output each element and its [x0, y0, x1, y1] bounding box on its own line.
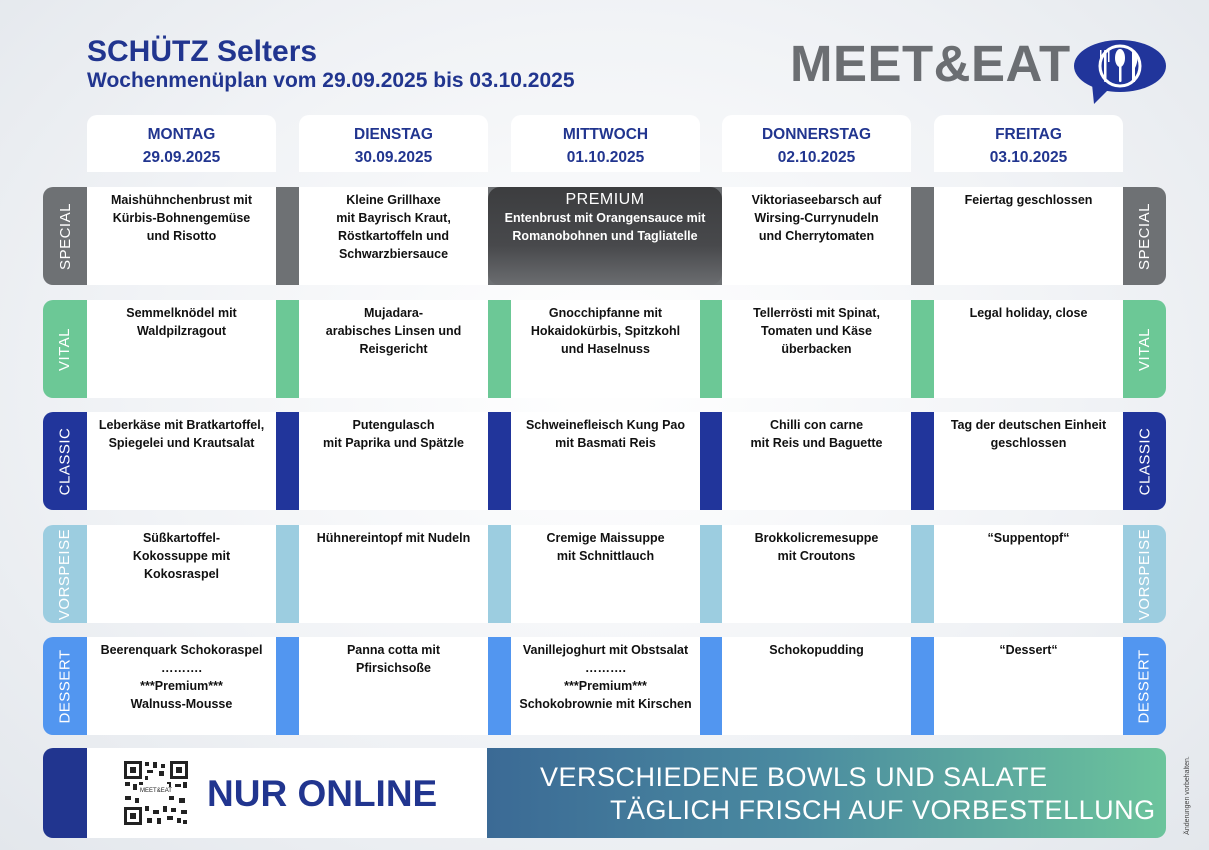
menu-item-text: Gnocchipfanne mit Hokaidokürbis, Spitzkohl und Haselnuss: [530, 306, 681, 356]
row-separator: [911, 300, 934, 398]
menu-cell-classic-montag: [87, 412, 276, 510]
day-header-monday: [87, 115, 276, 172]
day-date: 29.09.2025: [142, 149, 221, 166]
day-name: FREITAG: [995, 126, 1062, 143]
row-label-text: VITAL: [1136, 327, 1154, 371]
day-header-tuesday: [299, 115, 488, 172]
row-separator: [911, 187, 934, 285]
row-label-text: VORSPEISE: [1136, 528, 1154, 620]
row-label-text: SPECIAL: [56, 202, 74, 270]
footer-accent: [43, 748, 87, 838]
menu-cell-special-freitag: [934, 187, 1123, 285]
row-separator: [700, 300, 723, 398]
day-date: 30.09.2025: [354, 149, 433, 166]
menu-cell-vorspeise-donnerstag: [722, 525, 911, 623]
menu-cell-special-montag: [87, 187, 276, 285]
menu-cell-special-premium: [488, 187, 722, 285]
logo-text: MEET&EAT: [790, 35, 1071, 92]
menu-item-text: Schokopudding: [769, 643, 864, 657]
row-separator: [276, 525, 299, 623]
menu-cell-classic-dienstag: [299, 412, 488, 510]
location-title: SCHÜTZ Selters: [87, 35, 318, 68]
cutlery-speech-bubble-icon: [1068, 38, 1168, 108]
qr-code-icon[interactable]: [123, 760, 189, 826]
row-separator: [488, 525, 511, 623]
menu-cell-vorspeise-freitag: [934, 525, 1123, 623]
menu-cell-vital-mittwoch: [511, 300, 700, 398]
menu-item-text: “Dessert“: [999, 643, 1058, 657]
menu-item-text: Maishühnchenbrust mit Kürbis-Bohnengemüse und Risotto: [111, 193, 252, 243]
menu-cell-dessert-mittwoch: [511, 637, 700, 735]
menu-item-text: Brokkolicremesuppe mit Croutons: [754, 531, 879, 563]
day-header-thursday: [722, 115, 911, 172]
menu-item-text: Chilli con carne mit Reis und Baguette: [750, 418, 883, 450]
menu-item-text: Tellerrösti mit Spinat, Tomaten und Käse überbacken: [753, 306, 880, 356]
menu-cell-vital-montag: [87, 300, 276, 398]
row-separator: [276, 412, 299, 510]
row-separator: [911, 637, 934, 735]
menu-item-text: Mujadara- arabisches Linsen und Reisgericht: [325, 306, 462, 356]
row-label-vital-right: [1123, 300, 1166, 398]
row-separator: [911, 412, 934, 510]
row-label-text: DESSERT: [1136, 648, 1154, 724]
row-label-vorspeise-right: [1123, 525, 1166, 623]
row-label-text: DESSERT: [56, 648, 74, 724]
online-only-label: NUR ONLINE: [207, 773, 438, 814]
row-separator: [276, 300, 299, 398]
row-label-vorspeise-left: [43, 525, 87, 623]
day-date: 03.10.2025: [989, 149, 1068, 166]
menu-cell-special-dienstag: [299, 187, 488, 285]
menu-cell-dessert-freitag: [934, 637, 1123, 735]
row-label-text: VORSPEISE: [56, 528, 74, 620]
menu-cell-vorspeise-montag: [87, 525, 276, 623]
menu-item-text: Viktoriaseebarsch auf Wirsing-Currynudeln und Cherrytomaten: [751, 193, 882, 243]
menu-item-text: Entenbrust mit Orangensauce mit Romanobohnen und Tagliatelle: [504, 211, 706, 243]
premium-label: PREMIUM: [565, 191, 645, 208]
menu-item-text: Süßkartoffel- Kokossuppe mit Kokosraspel: [132, 531, 231, 581]
row-separator: [276, 187, 299, 285]
menu-item-text: “Suppentopf“: [987, 531, 1070, 545]
bowls-banner-line2: TÄGLICH FRISCH AUF VORBESTELLUNG: [610, 795, 1156, 825]
row-label-dessert-right: [1123, 637, 1166, 735]
menu-item-text: Cremige Maissuppe mit Schnittlauch: [546, 531, 665, 563]
menu-cell-classic-mittwoch: [511, 412, 700, 510]
menu-item-text: Beerenquark Schokoraspel ………. ***Premium*** Walnuss-Mousse: [100, 643, 263, 711]
row-label-classic-left: [43, 412, 87, 510]
menu-item-text: Vanillejoghurt mit Obstsalat ………. ***Premium*** Schokobrownie mit Kirschen: [519, 643, 692, 711]
row-label-special-left: [43, 187, 87, 285]
row-separator: [488, 412, 511, 510]
menu-cell-special-donnerstag: [722, 187, 911, 285]
row-label-text: SPECIAL: [1136, 202, 1153, 270]
day-date: 01.10.2025: [566, 149, 645, 166]
row-separator: [700, 412, 723, 510]
qr-logo-label: MEET&EAT: [140, 788, 172, 794]
bowls-banner-line1: VERSCHIEDENE BOWLS UND SALATE: [540, 762, 1048, 792]
row-label-special-right: [1123, 187, 1166, 285]
row-label-dessert-left: [43, 637, 87, 735]
day-name: MITTWOCH: [562, 126, 649, 143]
disclaimer: Änderungen vorbehalten.: [1183, 755, 1191, 835]
row-separator: [700, 525, 723, 623]
day-name: DONNERSTAG: [761, 126, 872, 143]
row-separator: [488, 637, 511, 735]
row-separator: [911, 525, 934, 623]
row-label-vital-left: [43, 300, 87, 398]
row-separator: [488, 300, 511, 398]
menu-cell-vital-freitag: [934, 300, 1123, 398]
menu-cell-vorspeise-mittwoch: [511, 525, 700, 623]
row-label-classic-right: [1123, 412, 1166, 510]
menu-item-text: Legal holiday, close: [969, 306, 1088, 320]
menu-item-text: Semmelknödel mit Waldpilzragout: [126, 306, 237, 338]
menu-cell-vital-dienstag: [299, 300, 488, 398]
row-separator: [276, 637, 299, 735]
day-date: 02.10.2025: [777, 149, 856, 166]
menu-item-text: Feiertag geschlossen: [964, 193, 1093, 207]
row-label-text: VITAL: [56, 327, 74, 371]
menu-cell-dessert-dienstag: [299, 637, 488, 735]
day-name: MONTAG: [147, 126, 216, 143]
day-header-friday: [934, 115, 1123, 172]
day-name: DIENSTAG: [354, 126, 433, 143]
menu-cell-vorspeise-dienstag: [299, 525, 488, 623]
menu-cell-classic-freitag: [934, 412, 1123, 510]
menu-item-text: Tag der deutschen Einheit geschlossen: [950, 418, 1107, 450]
day-header-wednesday: [511, 115, 700, 172]
menu-cell-dessert-donnerstag: [722, 637, 911, 735]
menu-item-text: Panna cotta mit Pfirsichsoße: [346, 643, 441, 675]
menu-item-text: Putengulasch mit Paprika und Spätzle: [322, 418, 464, 450]
menu-cell-dessert-montag: [87, 637, 276, 735]
menu-item-text: Schweinefleisch Kung Pao mit Basmati Reis: [525, 418, 686, 450]
row-label-text: CLASSIC: [56, 427, 74, 495]
row-label-text: CLASSIC: [1136, 427, 1154, 495]
menu-cell-classic-donnerstag: [722, 412, 911, 510]
menu-item-text: Kleine Grillhaxe mit Bayrisch Kraut, Röstkartoffeln und Schwarzbiersauce: [336, 193, 451, 261]
menu-item-text: Leberkäse mit Bratkartoffel, Spiegelei und Krautsalat: [98, 418, 265, 450]
menu-cell-vital-donnerstag: [722, 300, 911, 398]
row-separator: [700, 637, 723, 735]
menu-item-text: Hühnereintopf mit Nudeln: [316, 531, 471, 545]
menu-week-subtitle: Wochenmenüplan vom 29.09.2025 bis 03.10.2025: [87, 69, 575, 92]
